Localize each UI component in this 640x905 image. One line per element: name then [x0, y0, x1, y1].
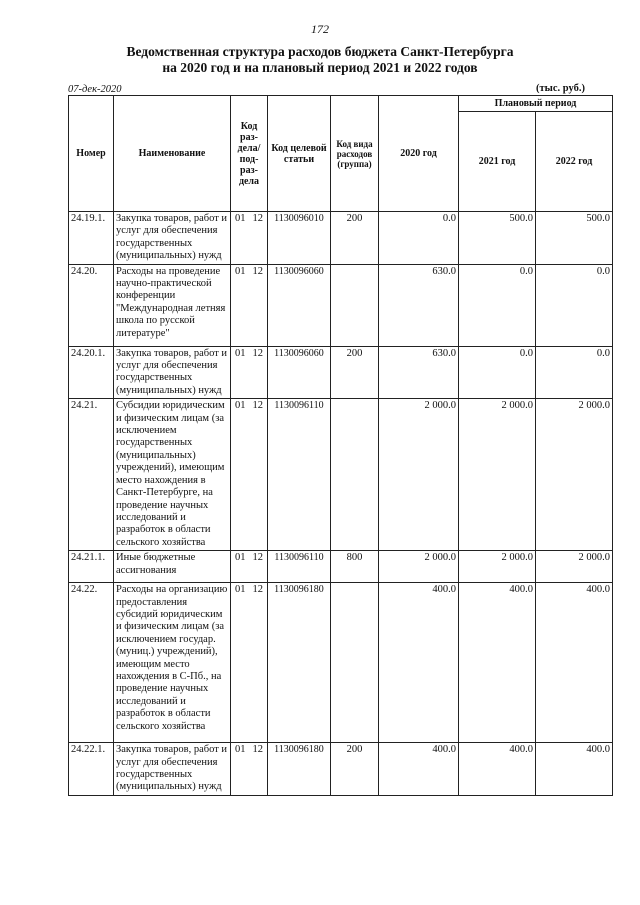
row-2022-value: 400.0 — [536, 583, 613, 743]
row-2021-value: 2 000.0 — [459, 551, 536, 583]
table-row — [69, 346, 613, 399]
row-expense-type: 200 — [331, 743, 379, 796]
row-number: 24.19.1. — [69, 212, 114, 265]
col-name-header: Наименование — [114, 96, 231, 212]
row-2022-value: 0.0 — [536, 264, 613, 346]
row-2020-value: 400.0 — [379, 583, 459, 743]
report-date: 07-дек-2020 — [68, 84, 122, 95]
row-2020-value: 0.0 — [379, 212, 459, 265]
col-number-header: Номер — [69, 96, 114, 212]
row-section-code — [231, 583, 268, 743]
row-subsection: 12 — [252, 744, 263, 756]
row-2020-value: 400.0 — [379, 743, 459, 796]
row-number: 24.21. — [69, 399, 114, 551]
col-expense-type-header: Код вида расходов (группа) — [331, 96, 379, 212]
row-expense-type: 200 — [331, 212, 379, 265]
row-name: Расходы на проведение научно-практической конференции "Международная летняя школа по русской литературе" — [114, 264, 231, 346]
row-2022-value: 500.0 — [536, 212, 613, 265]
row-name: Закупка товаров, работ и услуг для обеспечения государственных (муниципальных) нужд — [114, 743, 231, 796]
row-section-code — [231, 551, 268, 583]
row-target-code: 1130096110 — [268, 399, 331, 551]
table-row — [69, 551, 613, 583]
row-name: Субсидии юридическим и физическим лицам (за исключением государственных (муниципальных) учреждений), имеющим место нахождения в Санкт-Петербурге, на проведение научных исследований и разработок в области сельского хозяйства — [114, 399, 231, 551]
table-row — [69, 743, 613, 796]
row-section-code — [231, 212, 268, 265]
planned-period-header: Плановый период — [459, 96, 613, 112]
row-expense-type — [331, 583, 379, 743]
row-expense-type: 800 — [331, 551, 379, 583]
row-subsection: 12 — [252, 347, 263, 359]
title-line-1: Ведомственная структура расходов бюджета Санкт-Петербурга — [126, 44, 514, 59]
row-number: 24.21.1. — [69, 551, 114, 583]
col-2020-header: 2020 год — [379, 96, 459, 212]
row-target-code: 1130096180 — [268, 583, 331, 743]
page-number: 172 — [311, 22, 329, 36]
row-subsection: 12 — [252, 584, 263, 596]
row-number: 24.20. — [69, 264, 114, 346]
row-section: 01 — [235, 213, 246, 224]
title-line-2: на 2020 год и на плановый период 2021 и 2022 годов — [162, 60, 478, 75]
col-2021-header: 2021 год — [459, 112, 536, 212]
row-target-code: 1130096060 — [268, 264, 331, 346]
row-name: Закупка товаров, работ и услуг для обеспечения государственных (муниципальных) нужд — [114, 212, 231, 265]
row-2022-value: 2 000.0 — [536, 399, 613, 551]
row-2021-value: 400.0 — [459, 583, 536, 743]
row-section: 01 — [235, 265, 246, 277]
row-2020-value: 630.0 — [379, 346, 459, 399]
row-section-code — [231, 264, 268, 346]
units-label: (тыс. руб.) — [536, 83, 585, 94]
row-section: 01 — [235, 552, 246, 564]
row-2022-value: 0.0 — [536, 346, 613, 399]
row-section-code — [231, 399, 268, 551]
row-section: 01 — [235, 400, 246, 412]
row-2021-value: 2 000.0 — [459, 399, 536, 551]
row-subsection: 12 — [252, 552, 263, 564]
col-target-header: Код целевой статьи — [268, 96, 331, 212]
row-2020-value: 2 000.0 — [379, 551, 459, 583]
budget-table — [68, 95, 613, 796]
row-section: 01 — [235, 347, 246, 359]
row-target-code: 1130096060 — [268, 346, 331, 399]
row-number: 24.22.1. — [69, 743, 114, 796]
row-2021-value: 500.0 — [459, 212, 536, 265]
row-2020-value: 630.0 — [379, 264, 459, 346]
row-target-code: 1130096180 — [268, 743, 331, 796]
row-expense-type: 200 — [331, 346, 379, 399]
table-row — [69, 212, 613, 265]
row-2021-value: 0.0 — [459, 346, 536, 399]
row-section: 01 — [235, 744, 246, 756]
row-subsection: 12 — [252, 213, 263, 224]
table-row — [69, 264, 613, 346]
row-target-code: 1130096010 — [268, 212, 331, 265]
row-target-code: 1130096110 — [268, 551, 331, 583]
table-row — [69, 399, 613, 551]
row-name: Расходы на организацию предоставления субсидий юридическим и физическим лицам (за исключением государ. (муниц.) учреждений), имеющим место нахождения в С-Пб., на проведение научных исследований и разработок в области сельского хозяйства — [114, 583, 231, 743]
row-number: 24.20.1. — [69, 346, 114, 399]
row-section: 01 — [235, 584, 246, 596]
row-2021-value: 0.0 — [459, 264, 536, 346]
row-expense-type — [331, 399, 379, 551]
row-number: 24.22. — [69, 583, 114, 743]
row-expense-type — [331, 264, 379, 346]
row-name: Иные бюджетные ассигнования — [114, 551, 231, 583]
row-name: Закупка товаров, работ и услуг для обеспечения государственных (муниципальных) нужд — [114, 346, 231, 399]
row-subsection: 12 — [252, 400, 263, 412]
row-section-code — [231, 346, 268, 399]
col-section-header: Код раз-дела/ под-раз-дела — [231, 96, 268, 212]
table-row — [69, 583, 613, 743]
row-2022-value: 400.0 — [536, 743, 613, 796]
row-2020-value: 2 000.0 — [379, 399, 459, 551]
row-2022-value: 2 000.0 — [536, 551, 613, 583]
document-title — [0, 44, 640, 76]
row-2021-value: 400.0 — [459, 743, 536, 796]
col-2022-header: 2022 год — [536, 112, 613, 212]
row-section-code — [231, 743, 268, 796]
row-subsection: 12 — [252, 265, 263, 277]
